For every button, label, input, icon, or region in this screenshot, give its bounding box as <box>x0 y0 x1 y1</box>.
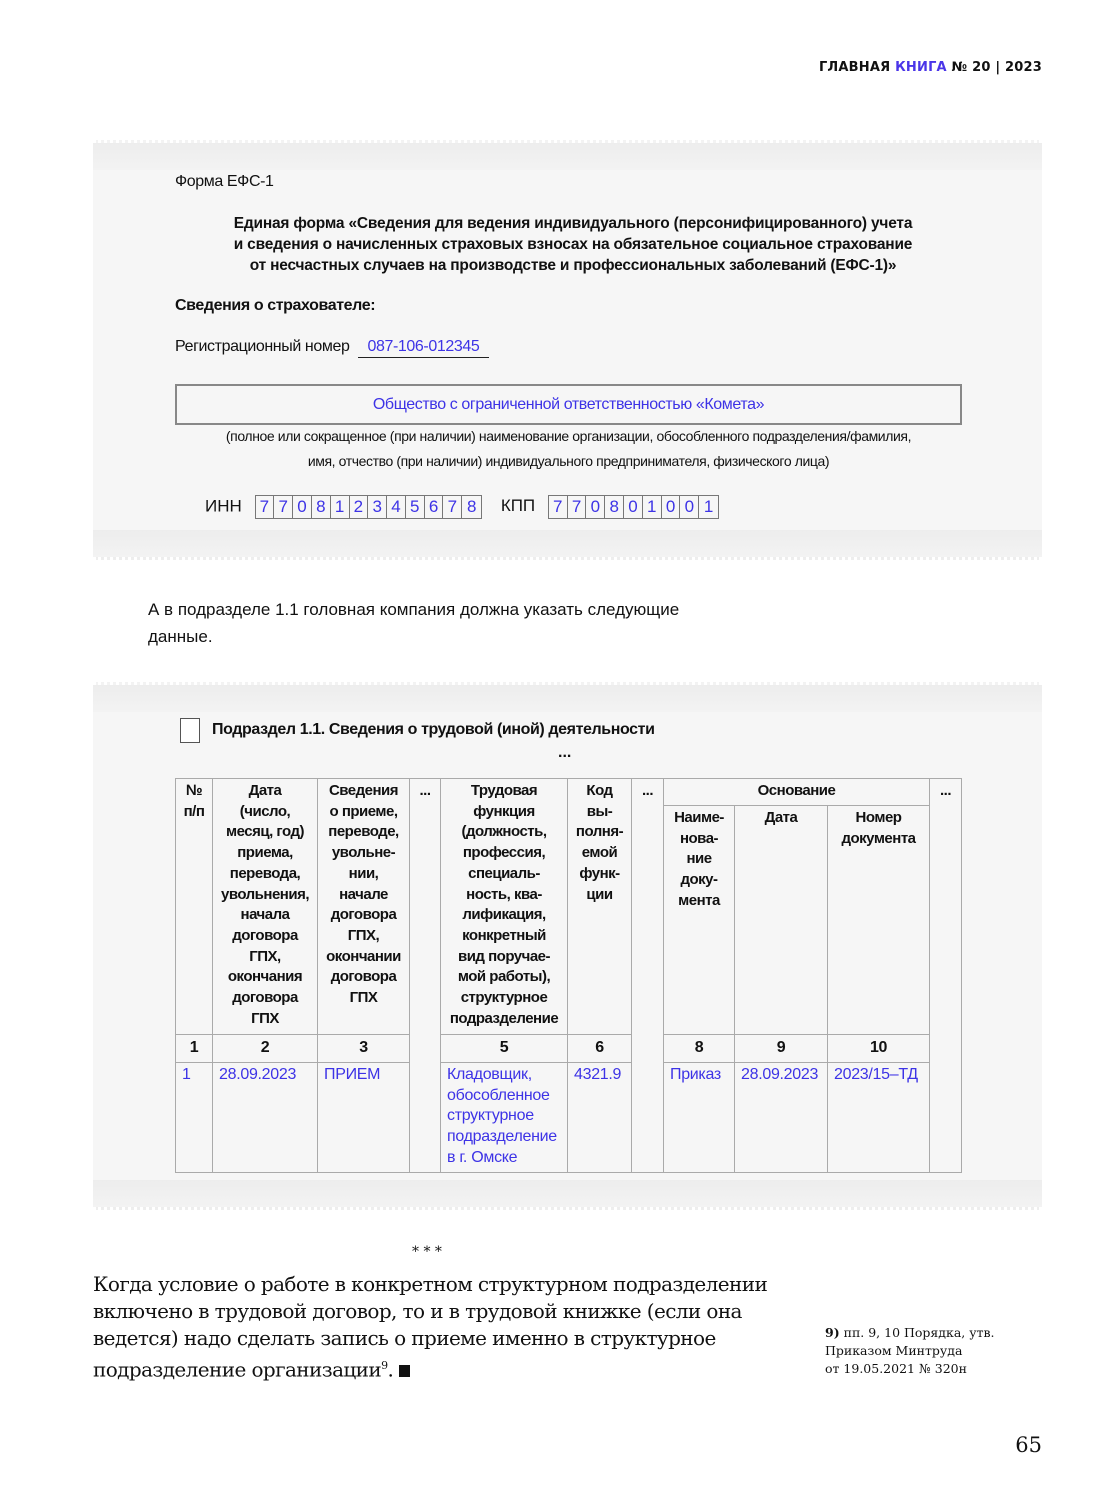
cell-code: 4321.9 <box>568 1063 632 1173</box>
col-header-ellipsis: ... <box>930 779 962 1173</box>
title-line: и сведения о начисленных страховых взносах на обязательное социальное страхование <box>233 236 913 253</box>
inn-digit: 7 <box>256 496 275 518</box>
inn-kpp-row <box>205 495 719 519</box>
col-number: 6 <box>568 1035 632 1063</box>
inn-label: ИНН <box>205 496 242 516</box>
insurer-heading: Сведения о страхователе: <box>175 297 376 314</box>
kpp-label: КПП <box>500 496 536 516</box>
inn-digit: 8 <box>466 497 477 516</box>
panel-band <box>93 1180 1042 1210</box>
section-title: Подраздел 1.1. Сведения о трудовой (иной) деятельности <box>212 721 655 738</box>
form-title <box>173 213 973 276</box>
org-name-field: Общество с ограниченной ответственностью «Комета» <box>175 384 962 425</box>
col-header-doc-name: Наиме- нова- ние доку- мента <box>664 806 735 1035</box>
panel-band <box>93 682 1042 712</box>
footnote-text: пп. 9, 10 Порядка, утв. Приказом Минтруда от 19.05.2021 № 320н <box>825 1325 995 1376</box>
col-header-ellipsis: ... <box>632 779 664 1173</box>
col-header-doc-date: Дата <box>735 806 828 1035</box>
cell-function: Кладовщик, обособленное структурное подразделение в г. Омске <box>441 1063 568 1173</box>
body-paragraph: Когда условие о работе в конкретном структурном подразделении включено в трудовой договор, то и в трудовой книжке (если она ведется) надо сделать запись о приеме именно в структурное подразделение организации <box>93 1272 768 1382</box>
col-number: 10 <box>828 1035 930 1063</box>
col-number: 8 <box>664 1035 735 1063</box>
separator: * * * <box>412 1244 442 1260</box>
col-number: 9 <box>735 1035 828 1063</box>
inn-digit: 0 <box>293 496 312 518</box>
section-checkbox[interactable] <box>180 718 200 743</box>
org-note-line: (полное или сокращенное (при наличии) наименование организации, обособленного подразделения/фамилия, <box>225 428 912 444</box>
kpp-digit: 7 <box>568 496 587 518</box>
kpp-digit: 1 <box>703 497 714 516</box>
inn-digit: 7 <box>443 496 462 518</box>
inn-digit: 5 <box>406 496 425 518</box>
kpp-digit: 0 <box>586 496 605 518</box>
col-header-ellipsis: ... <box>410 779 441 1173</box>
ellipsis: ... <box>558 744 572 761</box>
inn-cells <box>255 495 483 519</box>
table-row <box>176 1063 962 1173</box>
column-number-row <box>176 1035 962 1063</box>
running-header <box>819 60 1042 75</box>
end-mark-icon <box>399 1365 410 1377</box>
panel-band <box>93 530 1042 560</box>
cell-number: 1 <box>176 1063 213 1173</box>
reg-number-label: Регистрационный номер <box>175 338 350 355</box>
kpp-digit: 8 <box>605 496 624 518</box>
footnote <box>825 1324 1025 1378</box>
title-line: Единая форма «Сведения для ведения индивидуального (персонифицированного) учета <box>233 215 913 232</box>
col-header-date: Дата (число, месяц, год) приема, перевода, увольнения, начала договора ГПХ, окончания договора ГПХ <box>213 779 318 1035</box>
inn-digit: 6 <box>425 496 444 518</box>
form-name: Форма ЕФС-1 <box>175 173 274 190</box>
issue-number: № 20 | 2023 <box>951 60 1042 75</box>
col-number: 5 <box>441 1035 568 1063</box>
org-note <box>175 424 962 474</box>
body-text: Когда условие о работе в конкретном структурном подразделении включено в трудовой договор, то и в трудовой книжке (если она ведется) надо сделать запись о приеме именно в структурное подразделение организации$^9$. <box>93 1272 768 1382</box>
col-header-number: № п/п <box>176 779 213 1035</box>
kpp-digit: 0 <box>680 496 699 518</box>
col-header-doc-number: Номер документа <box>828 806 930 1035</box>
inn-digit: 8 <box>312 496 331 518</box>
col-header-basis: Основание <box>664 779 930 806</box>
brand-part1: ГЛАВНАЯ <box>818 60 891 75</box>
kpp-digit: 0 <box>624 496 643 518</box>
kpp-digit: 0 <box>662 496 681 518</box>
inn-digit: 3 <box>368 496 387 518</box>
form-efs1-panel <box>93 140 1042 560</box>
cell-doc-number: 2023/15–ТД <box>828 1063 930 1173</box>
inn-digit: 1 <box>331 496 350 518</box>
inn-digit: 7 <box>274 496 293 518</box>
intro-text: А в подразделе 1.1 головная компания должна указать следующие данные. <box>148 600 680 646</box>
col-header-code: Код вы- полня- емой функ- ции <box>568 779 632 1035</box>
cell-doc-date: 28.09.2023 <box>735 1063 828 1173</box>
col-number: 3 <box>318 1035 410 1063</box>
cell-date: 28.09.2023 <box>213 1063 318 1173</box>
page-number: 65 <box>1015 1433 1042 1457</box>
footnote-number: 9) <box>825 1325 840 1340</box>
org-note-line: имя, отчество (при наличии) индивидуального предпринимателя, физического лица) <box>307 453 830 469</box>
section-1-1-panel <box>93 682 1042 1210</box>
col-header-function: Трудовая функция (должность, профессия, специаль- ность, ква- лификация, конкретный вид поручае- мой работы), структурное подразделение <box>441 779 568 1035</box>
col-header-info: Сведения о приеме, переводе, увольне- нии, начале договора ГПХ, окончании договора ГПХ <box>318 779 410 1035</box>
inn-digit: 2 <box>350 496 369 518</box>
reg-number-row <box>175 338 489 356</box>
col-number: 2 <box>213 1035 318 1063</box>
col-number: 1 <box>176 1035 213 1063</box>
cell-doc-name: Приказ <box>664 1063 735 1173</box>
footnote-ref: 9 <box>381 1359 388 1372</box>
cell-info: ПРИЕМ <box>318 1063 410 1173</box>
brand-part2: КНИГА <box>895 60 947 75</box>
reg-number-value: 087-106-012345 <box>358 338 490 358</box>
kpp-digit: 7 <box>549 496 568 518</box>
title-line: от несчастных случаев на производстве и профессиональных заболеваний (ЕФС-1)» <box>249 257 897 274</box>
activity-table <box>175 778 962 1173</box>
panel-band <box>93 140 1042 170</box>
kpp-digit: 1 <box>643 496 662 518</box>
inn-digit: 4 <box>387 496 406 518</box>
kpp-cells <box>548 495 719 519</box>
